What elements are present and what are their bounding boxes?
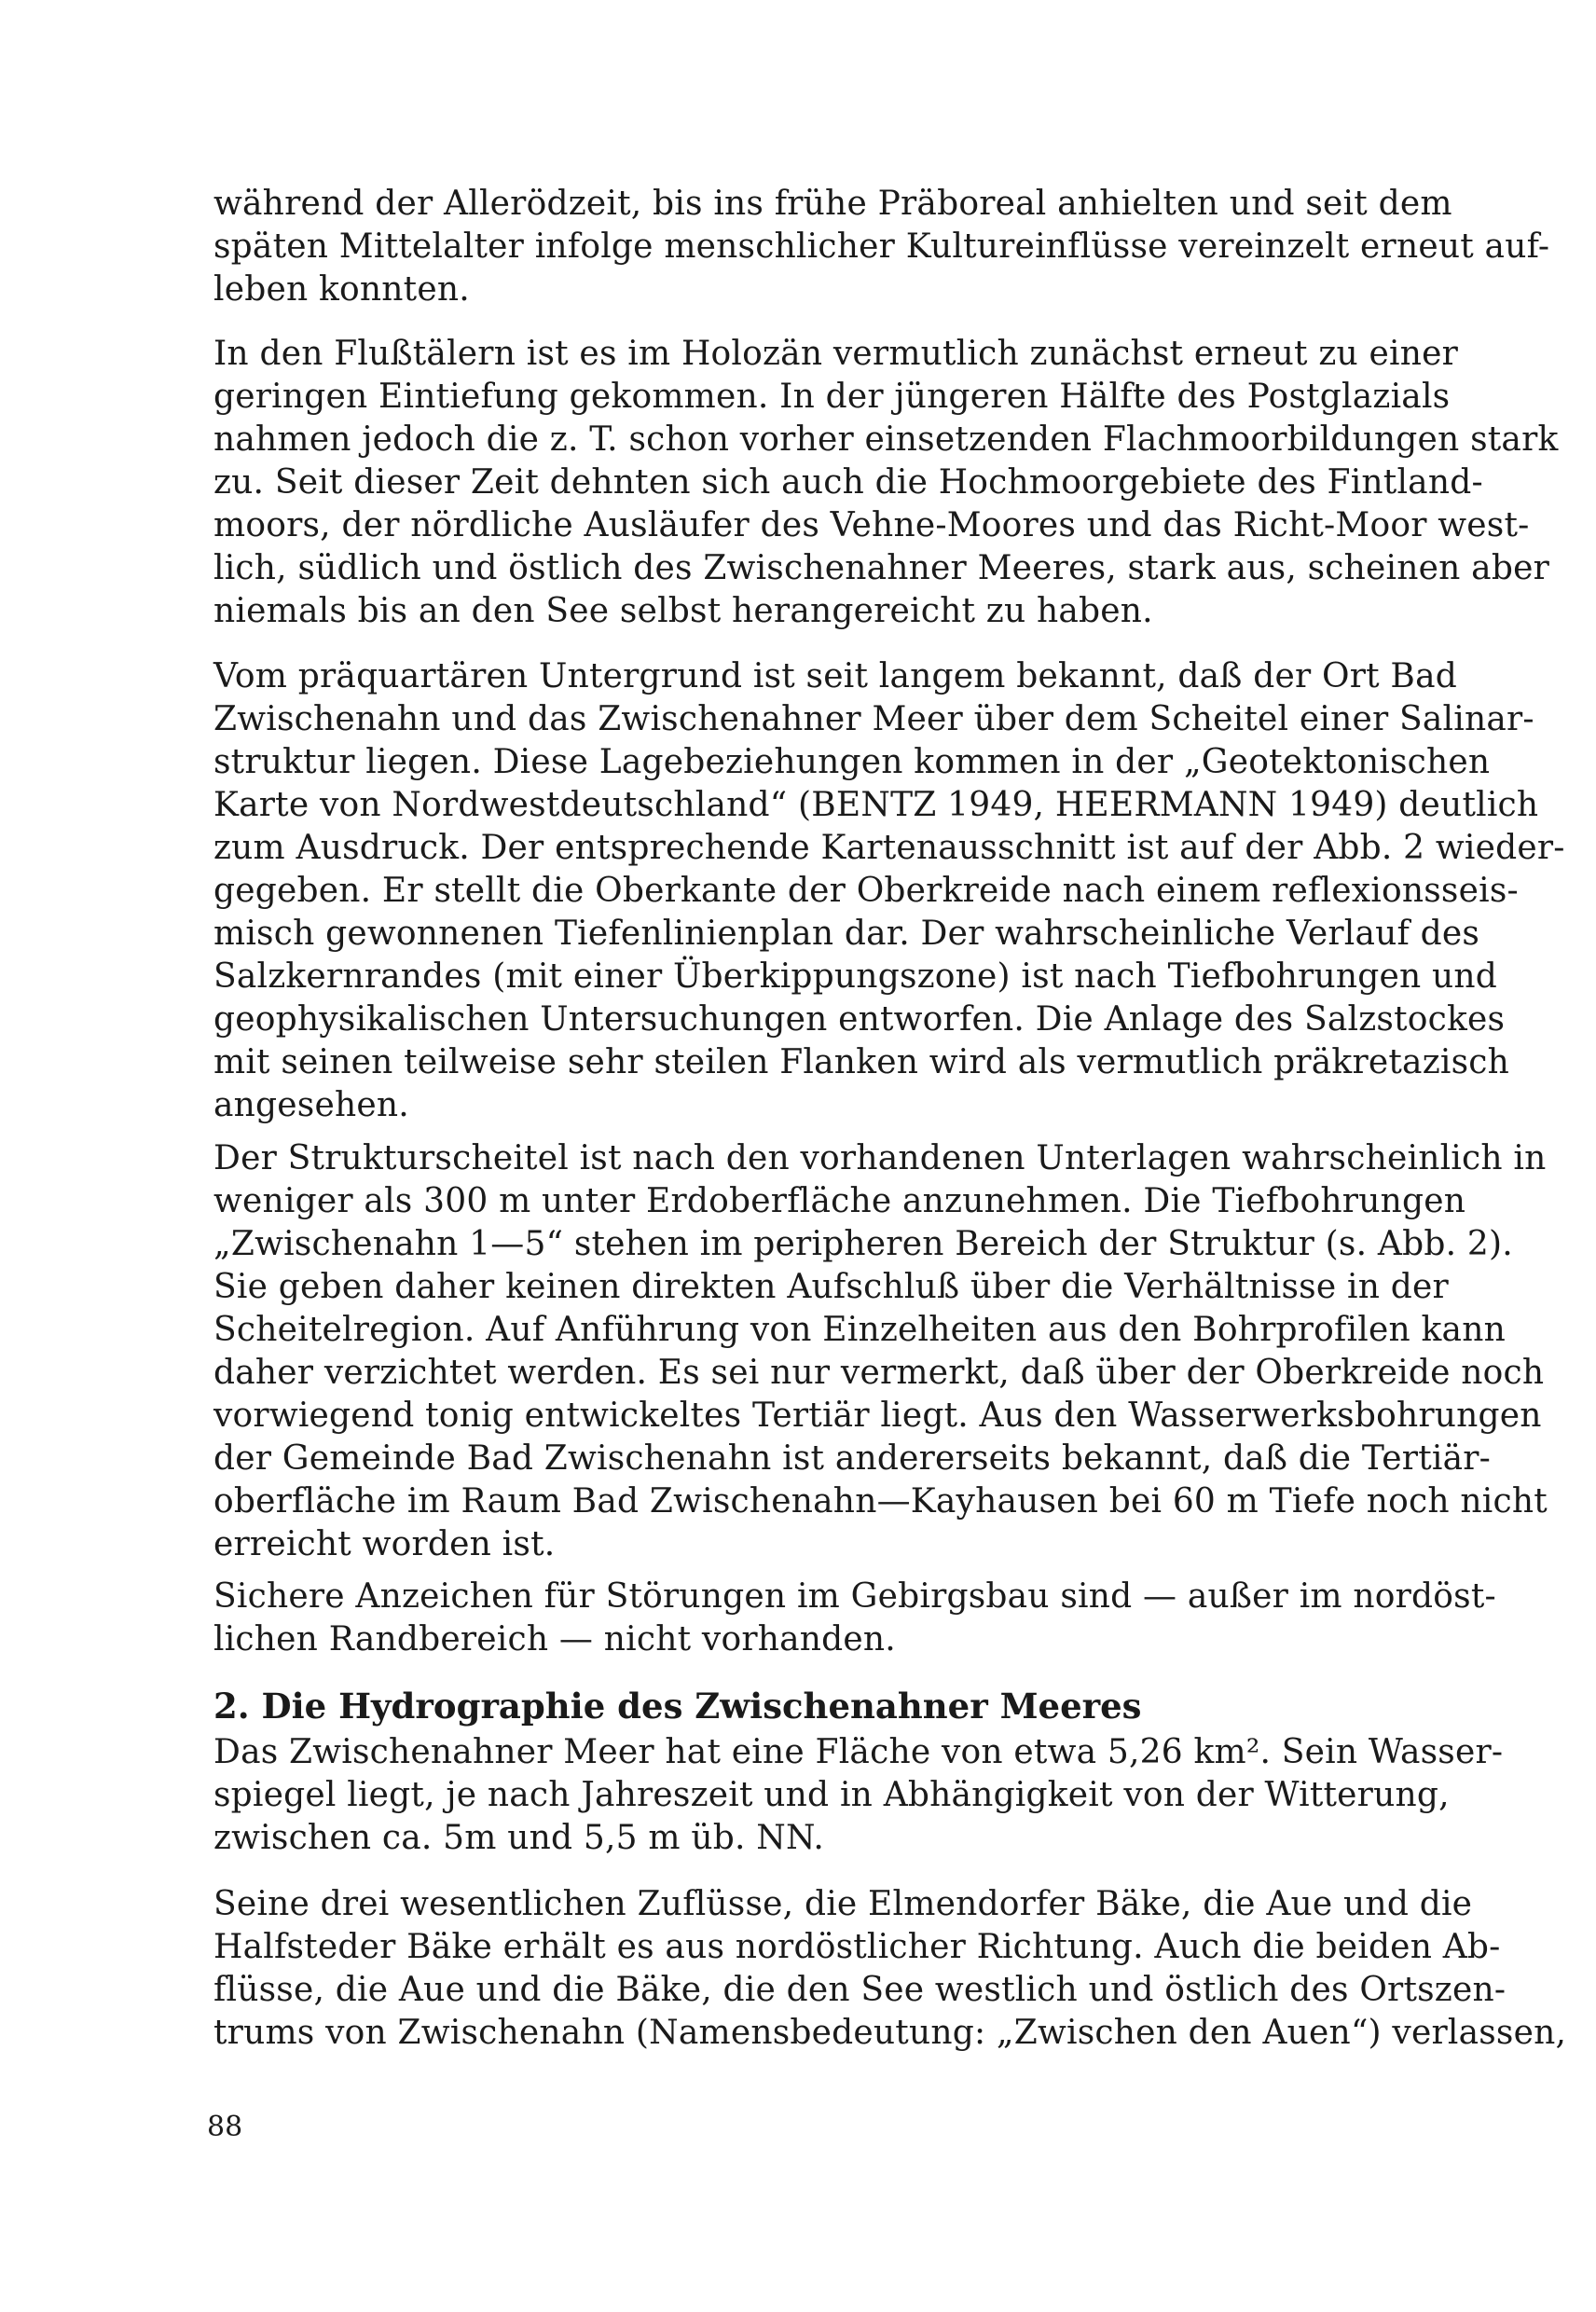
text-line: Vom präquartären Untergrund ist seit langem bekannt, daß der Ort Bad — [213, 657, 1457, 695]
text-line: vorwiegend tonig entwickeltes Tertiär liegt. Aus den Wasserwerksbohrungen — [213, 1397, 1542, 1435]
text-line: geringen Eintiefung gekommen. In der jüngeren Hälfte des Postglazials — [213, 378, 1451, 416]
text-line: nahmen jedoch die z. T. schon vorher einsetzenden Flachmoorbildungen stark — [213, 420, 1559, 459]
text-line: lich, südlich und östlich des Zwischenahner Meeres, stark aus, scheinen aber — [213, 549, 1549, 587]
text-line: Scheitelregion. Auf Anführung von Einzelheiten aus den Bohrprofilen kann — [213, 1311, 1506, 1349]
text-line: Sie geben daher keinen direkten Aufschluß über die Verhältnisse in der — [213, 1268, 1449, 1306]
text-line: oberfläche im Raum Bad Zwischenahn—Kayhausen bei 60 m Tiefe noch nicht — [213, 1482, 1548, 1521]
text-line: späten Mittelalter infolge menschlicher Kultureinflüsse vereinzelt erneut auf- — [213, 227, 1550, 266]
text-line: Karte von Nordwestdeutschland“ (BENTZ 1949, HEERMANN 1949) deutlich — [213, 786, 1539, 824]
paragraph-5 — [213, 1576, 1496, 1661]
text-line: während der Allerödzeit, bis ins frühe Präboreal anhielten und seit dem — [213, 185, 1452, 223]
text-line: Seine drei wesentlichen Zuflüsse, die Elmendorfer Bäke, die Aue und die — [213, 1885, 1473, 1923]
text-line: weniger als 300 m unter Erdoberfläche anzunehmen. Die Tiefbohrungen — [213, 1182, 1466, 1220]
text-line: Salzkernrandes (mit einer Überkippungszone) ist nach Tiefbohrungen und — [213, 957, 1498, 996]
text-line: spiegel liegt, je nach Jahreszeit und in Abhängigkeit von der Witterung, — [213, 1776, 1450, 1814]
paragraph-7 — [213, 1883, 1567, 2055]
text-line: zu. Seit dieser Zeit dehnten sich auch die Hochmoorgebiete des Fintland- — [213, 463, 1483, 502]
paragraph-6 — [213, 1731, 1504, 1860]
text-line: „Zwischenahn 1—5“ stehen im peripheren Bereich der Struktur (s. Abb. 2). — [213, 1225, 1513, 1263]
text-line: misch gewonnenen Tiefenlinienplan dar. Der wahrscheinliche Verlauf des — [213, 915, 1480, 953]
text-line: moors, der nördliche Ausläufer des Vehne-Moores und das Richt-Moor west- — [213, 506, 1530, 544]
text-line: trums von Zwischenahn (Namensbedeutung: „Zwischen den Auen“) verlassen, — [213, 2014, 1567, 2052]
text-line: mit seinen teilweise sehr steilen Flanken wird als vermutlich präkretazisch — [213, 1043, 1509, 1081]
text-line: In den Flußtälern ist es im Holozän vermutlich zunächst erneut zu einer — [213, 335, 1459, 373]
paragraph-3 — [213, 655, 1565, 1127]
paragraph-2 — [213, 333, 1559, 633]
text-line: Zwischenahn und das Zwischenahner Meer über dem Scheitel einer Salinar- — [213, 700, 1534, 738]
text-line: struktur liegen. Diese Lagebeziehungen kommen in der „Geotektonischen — [213, 743, 1491, 781]
text-line: flüsse, die Aue und die Bäke, die den See westlich und östlich des Ortszen- — [213, 1971, 1507, 2009]
text-line: Sichere Anzeichen für Störungen im Gebirgsbau sind — außer im nordöst- — [213, 1577, 1496, 1616]
text-line: Der Strukturscheitel ist nach den vorhandenen Unterlagen wahrscheinlich in — [213, 1139, 1547, 1177]
text-line: der Gemeinde Bad Zwischenahn ist andererseits bekannt, daß die Tertiär- — [213, 1439, 1492, 1478]
text-line: lichen Randbereich — nicht vorhanden. — [213, 1620, 896, 1658]
text-line: geophysikalischen Untersuchungen entworfen. Die Anlage des Salzstockes — [213, 1000, 1506, 1039]
paragraph-4 — [213, 1137, 1548, 1566]
text-line: leben konnten. — [213, 270, 470, 309]
text-line: niemals bis an den See selbst herangereicht zu haben. — [213, 592, 1153, 630]
text-line: angesehen. — [213, 1086, 409, 1124]
text-line: zum Ausdruck. Der entsprechende Kartenausschnitt ist auf der Abb. 2 wieder- — [213, 829, 1565, 867]
text-line: erreicht worden ist. — [213, 1525, 556, 1563]
text-line: daher verzichtet werden. Es sei nur vermerkt, daß über der Oberkreide noch — [213, 1354, 1545, 1392]
section-heading: 2. Die Hydrographie des Zwischenahner Meeres — [213, 1686, 1142, 1727]
text-line: Halfsteder Bäke erhält es aus nordöstlicher Richtung. Auch die beiden Ab- — [213, 1928, 1501, 1966]
text-line: Das Zwischenahner Meer hat eine Fläche von etwa 5,26 km². Sein Wasser- — [213, 1733, 1504, 1771]
text-line: gegeben. Er stellt die Oberkante der Oberkreide nach einem reflexionsseis- — [213, 872, 1519, 910]
page-number: 88 — [207, 2111, 243, 2143]
paragraph-1 — [213, 183, 1550, 311]
text-line: zwischen ca. 5m und 5,5 m üb. NN. — [213, 1819, 825, 1857]
